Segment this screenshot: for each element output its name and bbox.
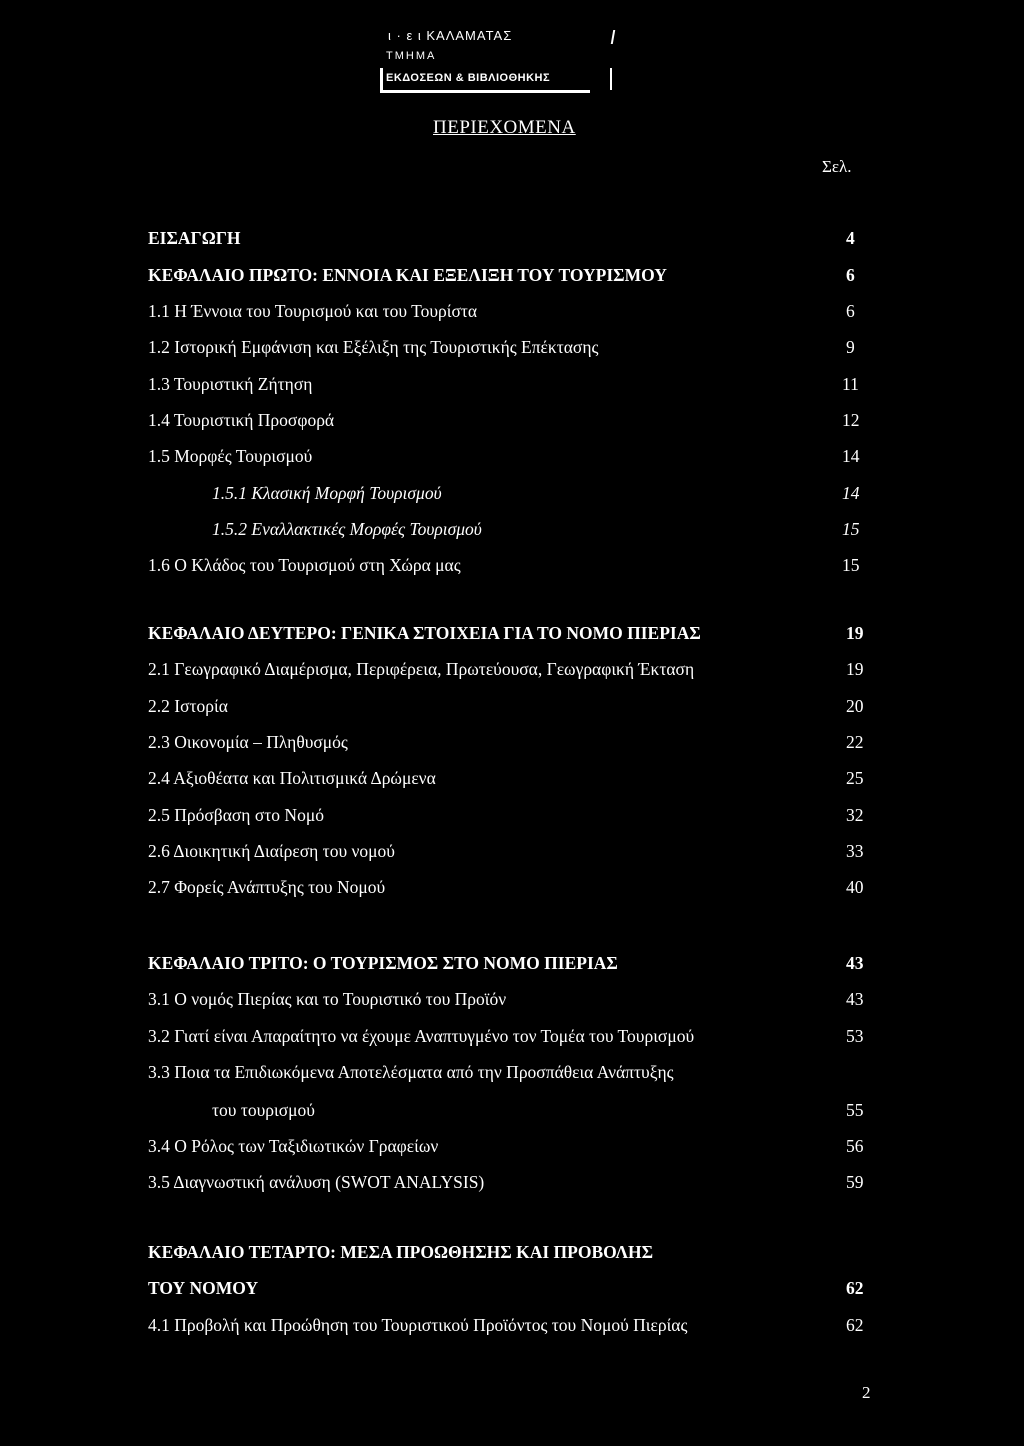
toc-entry-title: 2.3 Οικονομία – Πληθυσμός xyxy=(148,732,348,752)
stamp-line-institution: ι · ε ι ΚΑΛΑΜΑΤΑΣ xyxy=(388,28,513,43)
toc-entry-page: 56 xyxy=(846,1136,864,1156)
toc-entry-title: 3.1 Ο νομός Πιερίας και το Τουριστικό του Προϊόν xyxy=(148,989,507,1009)
stamp-border-mark xyxy=(611,30,615,44)
toc-entry-page: 32 xyxy=(846,805,864,825)
toc-entry-title: ΚΕΦΑΛΑΙΟ ΤΕΤΑΡΤΟ: ΜΕΣΑ ΠΡΟΩΘΗΣΗΣ ΚΑΙ ΠΡΟΒΟΛΗΣ xyxy=(148,1242,654,1262)
toc-entry-page: 6 xyxy=(846,301,855,321)
toc-entry-title: 1.1 Η Έννοια του Τουρισμού και του Τουρίστα xyxy=(148,301,478,321)
toc-entry-page: 53 xyxy=(846,1026,864,1046)
stamp-underline xyxy=(380,90,590,93)
stamp-border-mark xyxy=(610,68,612,90)
toc-entry-page: 9 xyxy=(846,337,855,357)
toc-entry-title: ΤΟΥ ΝΟΜΟΥ xyxy=(148,1278,259,1298)
toc-entry-page: 12 xyxy=(842,410,860,430)
toc-entry-title: του τουρισμού xyxy=(212,1100,315,1120)
toc-entry-title: 1.5.1 Κλασική Μορφή Τουρισμού xyxy=(212,483,442,503)
toc-entry-page: 59 xyxy=(846,1172,864,1192)
toc-entry-page: 6 xyxy=(846,265,855,285)
stamp-line-library: ΕΚΔΟΣΕΩΝ & ΒΙΒΛΙΟΘΗΚΗΣ xyxy=(386,72,551,84)
toc-entry-page: 55 xyxy=(846,1100,864,1120)
toc-entry-title: 2.6 Διοικητική Διαίρεση του νομού xyxy=(148,841,395,861)
toc-entry-title: ΚΕΦΑΛΑΙΟ ΠΡΩΤΟ: ΕΝΝΟΙΑ ΚΑΙ ΕΞΕΛΙΞΗ ΤΟΥ ΤΟΥΡΙΣΜΟΥ xyxy=(148,265,667,285)
toc-entry-page: 20 xyxy=(846,696,864,716)
toc-entry-title: 1.6 Ο Κλάδος του Τουρισμού στη Χώρα μας xyxy=(148,555,461,575)
page-column-label: Σελ. xyxy=(822,157,852,176)
stamp-line-department: ΤΜΗΜΑ xyxy=(386,50,437,62)
toc-entry-page: 22 xyxy=(846,732,864,752)
toc-entry-page: 40 xyxy=(846,877,864,897)
toc-entry-page: 11 xyxy=(842,374,859,394)
toc-entry-page: 15 xyxy=(842,519,860,539)
toc-entry-page: 14 xyxy=(842,483,860,503)
toc-entry-title: 3.3 Ποια τα Επιδιωκόμενα Αποτελέσματα από την Προσπάθεια Ανάπτυξης xyxy=(148,1062,674,1082)
toc-entry-title: ΕΙΣΑΓΩΓΗ xyxy=(148,228,241,248)
footer-page-number: 2 xyxy=(862,1383,871,1402)
toc-entry-page: 19 xyxy=(846,659,864,679)
stamp-border-mark xyxy=(380,68,383,92)
toc-entry-page: 25 xyxy=(846,768,864,788)
toc-entry-title: 2.5 Πρόσβαση στο Νομό xyxy=(148,805,324,825)
toc-entry-title: 2.7 Φορείς Ανάπτυξης του Νομού xyxy=(148,877,386,897)
toc-entry-title: 1.5 Μορφές Τουρισμού xyxy=(148,446,313,466)
toc-entry-title: 2.1 Γεωγραφικό Διαμέρισμα, Περιφέρεια, Πρωτεύουσα, Γεωγραφική Έκταση xyxy=(148,659,695,679)
toc-entry-title: 3.5 Διαγνωστική ανάλυση (SWOT ANALYSIS) xyxy=(148,1172,485,1192)
toc-entry-title: 4.1 Προβολή και Προώθηση του Τουριστικού Προϊόντος του Νομού Πιερίας xyxy=(148,1315,688,1335)
toc-entry-title: 3.2 Γιατί είναι Απαραίτητο να έχουμε Αναπτυγμένο τον Τομέα του Τουρισμού xyxy=(148,1026,695,1046)
page-title: ΠΕΡΙΕΧΟΜΕΝΑ xyxy=(433,117,576,138)
toc-entry-title: 2.2 Ιστορία xyxy=(148,696,228,716)
toc-entry-page: 62 xyxy=(846,1315,864,1335)
toc-entry-title: 1.4 Τουριστική Προσφορά xyxy=(148,410,335,430)
toc-entry-page: 19 xyxy=(846,623,864,643)
toc-entry-page: 4 xyxy=(846,228,855,248)
toc-entry-title: 1.5.2 Εναλλακτικές Μορφές Τουρισμού xyxy=(212,519,482,539)
toc-entry-title: ΚΕΦΑΛΑΙΟ ΤΡΙΤΟ: Ο ΤΟΥΡΙΣΜΟΣ ΣΤΟ ΝΟΜΟ ΠΙΕΡΙΑΣ xyxy=(148,953,618,973)
toc-entry-page: 43 xyxy=(846,953,864,973)
toc-entry-page: 62 xyxy=(846,1278,864,1298)
toc-entry-title: 3.4 Ο Ρόλος των Ταξιδιωτικών Γραφείων xyxy=(148,1136,439,1156)
toc-entry-title: 2.4 Αξιοθέατα και Πολιτισμικά Δρώμενα xyxy=(148,768,436,788)
toc-entry-page: 14 xyxy=(842,446,860,466)
toc-entry-page: 33 xyxy=(846,841,864,861)
toc-entry-title: 1.2 Ιστορική Εμφάνιση και Εξέλιξη της Τουριστικής Επέκτασης xyxy=(148,337,599,357)
toc-entry-page: 43 xyxy=(846,989,864,1009)
toc-entry-page: 15 xyxy=(842,555,860,575)
toc-entry-title: 1.3 Τουριστική Ζήτηση xyxy=(148,374,313,394)
toc-entry-title: ΚΕΦΑΛΑΙΟ ΔΕΥΤΕΡΟ: ΓΕΝΙΚΑ ΣΤΟΙΧΕΙΑ ΓΙΑ ΤΟ ΝΟΜΟ ΠΙΕΡΙΑΣ xyxy=(148,623,701,643)
library-stamp xyxy=(380,28,620,98)
